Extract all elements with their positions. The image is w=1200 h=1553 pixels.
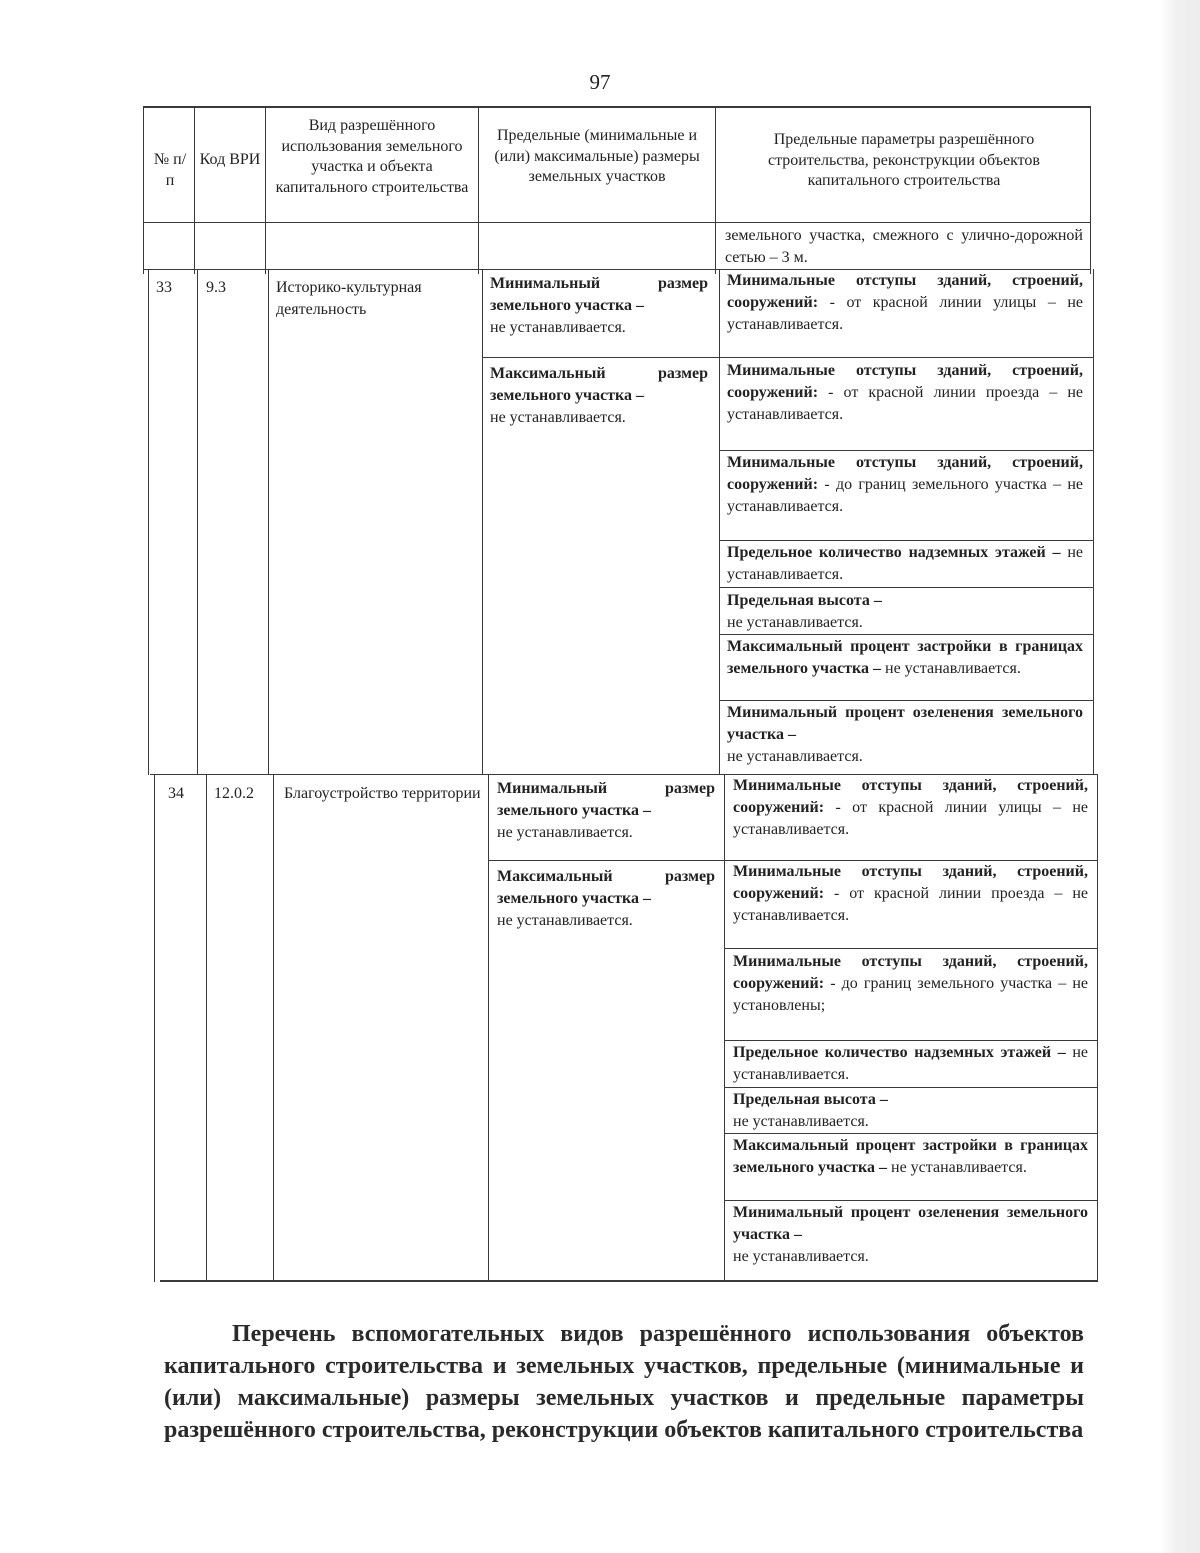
table-border <box>160 1280 1098 1282</box>
table-border <box>482 357 1094 358</box>
size-cell <box>490 363 708 429</box>
param-cell <box>733 775 1088 841</box>
table-border <box>143 106 144 274</box>
param-value: не устанавливается. <box>891 1159 1027 1176</box>
table-border <box>724 1087 1098 1088</box>
param-cell <box>727 702 1083 768</box>
table-border <box>719 700 1094 701</box>
table-border <box>273 774 274 1282</box>
param-value: не устанавливается. <box>727 614 863 631</box>
page-number: 97 <box>589 70 611 94</box>
table-border <box>197 269 198 775</box>
param-value: не устанавливается. <box>727 544 1084 583</box>
param-title: Предельное количество надземных этажей – <box>727 544 1061 561</box>
param-title: Предельная высота – <box>727 592 882 609</box>
param-value: не устанавливается. <box>727 748 863 765</box>
table-border <box>143 106 1091 108</box>
param-cell <box>727 360 1083 426</box>
table-border <box>482 269 483 775</box>
param-title: Минимальный процент озеленения земельного участка – <box>727 704 1083 743</box>
param-cell <box>727 590 1083 634</box>
param-title: Максимальный процент застройки в границах земельного участка – <box>727 638 1083 677</box>
param-title: Минимальные отступы зданий, строений, сооружений: <box>733 863 1088 902</box>
size-cell <box>497 866 715 932</box>
row-num: 33 <box>156 279 172 296</box>
table-border <box>719 587 1094 588</box>
param-title: Минимальные отступы зданий, строений, сооружений: <box>733 777 1088 816</box>
param-value: - от красной линии улицы – не устанавливается. <box>727 294 1084 333</box>
param-value: не устанавливается. <box>733 1248 869 1265</box>
param-cell <box>727 542 1083 586</box>
row-kind: Благоустройство территории <box>284 785 481 802</box>
param-cell <box>733 951 1088 1017</box>
table-border <box>724 774 725 1282</box>
table-border <box>724 1040 1098 1041</box>
section-heading: Перечень вспомогательных видов разрешённого использования объектов капитального строительства и земельных участков, предельные (минимальные и (или) максимальные) размеры земельных участков и предельные параметры разрешённого строительства, реконструкции объектов капитального строительства <box>164 1321 1084 1443</box>
param-title: Минимальные отступы зданий, строений, сооружений: <box>733 953 1088 992</box>
header-params: Предельные параметры разрешённого строительства, реконструкции объектов капитального строительства <box>768 131 1040 189</box>
table-border <box>724 948 1098 949</box>
param-cell <box>733 1135 1088 1179</box>
param-cell <box>733 1089 1088 1133</box>
param-value: - до границ земельного участка – не установлены; <box>733 975 1089 1014</box>
param-value: - от красной линии проезда – не устанавливается. <box>727 384 1084 423</box>
table-border <box>724 1200 1098 1201</box>
size-value: не устанавливается. <box>490 409 626 426</box>
table-border <box>194 106 195 274</box>
size-title: Максимальный размер земельного участка – <box>490 365 708 404</box>
table-border <box>719 540 1094 541</box>
header-code: Код ВРИ <box>199 151 261 168</box>
param-title: Предельное количество надземных этажей – <box>733 1044 1066 1061</box>
row-num: 34 <box>168 785 184 802</box>
param-value: не устанавливается. <box>733 1044 1089 1083</box>
row-code: 12.0.2 <box>214 785 254 802</box>
param-cell <box>727 270 1083 336</box>
header-sizes: Предельные (минимальные и (или) максимальные) размеры земельных участков <box>494 127 700 185</box>
table-border <box>1097 774 1098 1282</box>
param-cell <box>727 636 1083 680</box>
table-border <box>206 774 207 1282</box>
param-value: - до границ земельного участка – не устанавливается. <box>727 476 1084 515</box>
table-border <box>154 774 155 1282</box>
size-cell <box>497 778 715 844</box>
table-border <box>719 450 1094 451</box>
param-title: Предельная высота – <box>733 1091 888 1108</box>
param-title: Минимальный процент озеленения земельного участка – <box>733 1204 1088 1243</box>
size-value: не устанавливается. <box>497 912 633 929</box>
param-cell <box>733 1202 1088 1268</box>
size-title: Минимальный размер земельного участка – <box>497 780 715 819</box>
table-border <box>478 106 479 274</box>
size-cell <box>490 273 708 339</box>
scan-edge-shade <box>1160 0 1200 1553</box>
table-border <box>488 774 489 1282</box>
row-code: 9.3 <box>206 279 226 296</box>
param-title: Минимальные отступы зданий, строений, сооружений: <box>727 362 1083 401</box>
size-value: не устанавливается. <box>497 824 633 841</box>
param-title: Максимальный процент застройки в границах земельного участка – <box>733 1137 1088 1176</box>
size-value: не устанавливается. <box>490 319 626 336</box>
table-border <box>719 634 1094 635</box>
param-cell <box>727 452 1083 518</box>
param-value: - от красной линии улицы – не устанавливается. <box>733 799 1089 838</box>
size-title: Максимальный размер земельного участка – <box>497 868 715 907</box>
size-title: Минимальный размер земельного участка – <box>490 275 708 314</box>
table-border <box>715 106 716 274</box>
table-border <box>148 269 149 775</box>
header-kind: Вид разрешённого использования земельного участка и объекта капитального строительства <box>275 117 469 196</box>
param-cell <box>733 861 1088 927</box>
param-value: не устанавливается. <box>733 1113 869 1130</box>
param-value: не устанавливается. <box>885 660 1021 677</box>
carry-over-text: земельного участка, смежного с улично-дорожной сетью – 3 м. <box>725 227 1083 266</box>
param-title: Минимальные отступы зданий, строений, сооружений: <box>727 272 1083 311</box>
header-num: № п/п <box>153 151 187 189</box>
table-border <box>1090 106 1091 274</box>
param-cell <box>733 1042 1088 1086</box>
table-border <box>265 106 266 274</box>
param-title: Минимальные отступы зданий, строений, сооружений: <box>727 454 1083 493</box>
table-border <box>143 222 1091 223</box>
table-border <box>724 1133 1098 1134</box>
param-value: - от красной линии проезда – не устанавливается. <box>733 885 1089 924</box>
row-kind: Историко-культурная деятельность <box>276 279 422 318</box>
table-border <box>268 269 269 775</box>
